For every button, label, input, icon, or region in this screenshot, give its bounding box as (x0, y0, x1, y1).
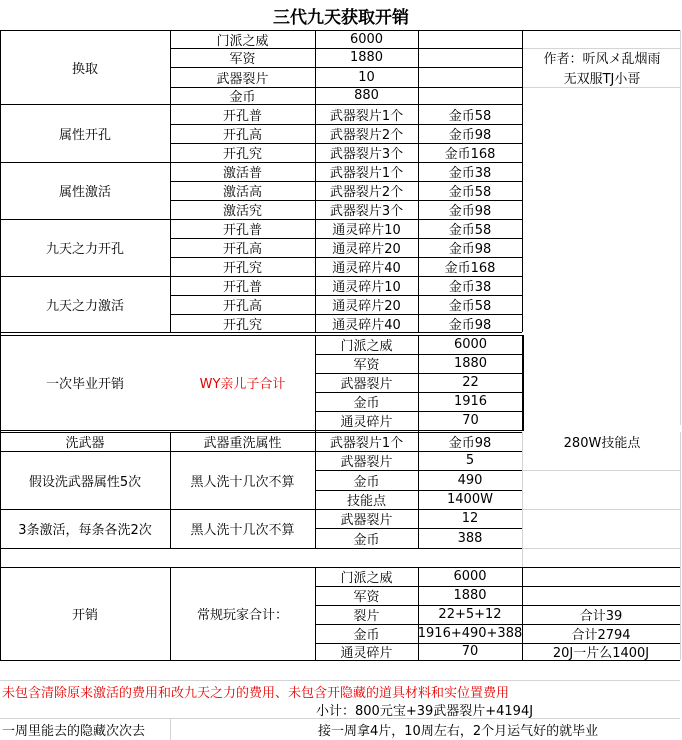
group-gold: 金币38 (448, 166, 492, 181)
group-gold: 金币168 (444, 147, 496, 162)
group-material: 武器裂片3个 (329, 147, 404, 162)
graduation-item-value: 22 (462, 375, 479, 390)
exchange-item-name: 金币 (229, 90, 256, 104)
wash-case-label: 假设洗武器属性5次 (28, 474, 142, 490)
graduation-item-name: 军资 (353, 358, 380, 373)
gridline (522, 470, 680, 471)
group-gold: 金币58 (448, 108, 492, 124)
graduation-label: 一次毕业开销 (45, 377, 124, 392)
wash-label: 洗武器 (65, 436, 105, 451)
wash-case-note: 黑人洗十几次不算 (190, 523, 295, 538)
total-item-value: 1916+490+388 (418, 626, 522, 641)
wash-item-value: 388 (457, 530, 483, 546)
total-item-sum (522, 586, 680, 605)
gridline (522, 548, 680, 549)
graduation-item-value: 70 (462, 413, 479, 428)
group-label: 九天之力开孔 (45, 242, 124, 257)
group-level: 开孔普 (222, 223, 262, 238)
author-line: 无双服TJ小哥 (563, 71, 641, 87)
group-gold: 金币98 (448, 242, 492, 257)
exchange-item-value: 6000 (349, 31, 384, 47)
exchange-item-name: 门派之威 (216, 33, 269, 48)
group-material: 通灵碎片10 (332, 280, 401, 295)
graduation-item-value: 6000 (453, 337, 488, 352)
total-desc: 常规玩家合计： (196, 608, 288, 623)
total-item-value: 22+5+12 (438, 607, 502, 622)
gridline (680, 30, 681, 425)
group-level: 激活普 (222, 166, 262, 181)
wash-skill: 280W技能点 (563, 436, 641, 451)
exchange-item-name: 武器裂片 (216, 71, 269, 87)
group-gold: 金币98 (448, 317, 492, 332)
graduation-item-name: 门派之威 (340, 339, 393, 354)
graduation-note: WY亲儿子合计 (199, 377, 286, 392)
group-gold: 金币98 (448, 128, 492, 143)
wash-gold: 金币98 (448, 436, 492, 451)
total-item-name: 通灵碎片 (340, 646, 393, 660)
exchange-item-value: 10 (358, 69, 375, 85)
exchange-item-name: 军资 (229, 52, 256, 67)
footer-warning: 未包含清除原来激活的费用和改九天之力的费用、未包含开隐藏的道具材料和实位置费用 (2, 685, 510, 701)
total-item-sum (522, 567, 680, 586)
total-item-value: 70 (461, 644, 479, 659)
exchange-item-value: 1880 (349, 50, 384, 65)
group-level: 开孔普 (222, 280, 262, 295)
graduation-item-name: 武器裂片 (340, 377, 393, 392)
total-item-value: 1880 (453, 588, 487, 603)
footer-subtotal: 小计：800元宝+39武器裂片+4194J (316, 704, 534, 719)
total-item-sum: 合计2794 (571, 628, 631, 643)
group-material: 武器裂片1个 (329, 108, 404, 124)
total-item-sum: 20J一片么1400J (552, 646, 650, 660)
graduation-item-value: 1916 (453, 394, 488, 409)
total-label: 开销 (71, 608, 98, 623)
group-level: 开孔究 (222, 261, 262, 276)
wash-item-value: 1400W (447, 492, 493, 507)
group-label: 属性开孔 (58, 127, 111, 143)
group-gold: 金币98 (448, 204, 492, 219)
wash-material: 武器裂片1个 (329, 436, 404, 451)
group-level: 开孔高 (222, 128, 262, 143)
wash-item-value: 12 (461, 511, 479, 526)
gridline (522, 432, 523, 567)
group-material: 通灵碎片40 (332, 317, 401, 332)
group-label: 九天之力激活 (45, 298, 124, 314)
total-item-name: 裂片 (353, 609, 380, 624)
group-level: 开孔究 (222, 147, 262, 162)
wash-item-value: 490 (457, 472, 483, 488)
group-level: 开孔普 (222, 108, 262, 124)
group-material: 武器裂片2个 (329, 128, 404, 143)
wash-case-label: 3条激活，每条各洗2次 (18, 523, 152, 538)
graduation-item-name: 金币 (353, 396, 380, 411)
wash-item-name: 武器裂片 (340, 513, 393, 528)
wash-item-name: 金币 (353, 474, 380, 490)
wash-desc: 武器重洗属性 (203, 436, 282, 451)
total-item-name: 军资 (353, 590, 380, 605)
wash-case-note: 黑人洗十几次不算 (190, 474, 295, 490)
group-material: 武器裂片2个 (329, 185, 404, 200)
graduation-item-name: 通灵碎片 (340, 415, 393, 430)
group-material: 通灵碎片20 (332, 299, 401, 314)
sheet-title: 三代九天获取开销 (273, 7, 409, 28)
gridline (522, 509, 680, 510)
group-material: 通灵碎片20 (332, 242, 401, 257)
total-item-name: 金币 (353, 628, 380, 643)
group-level: 激活高 (222, 185, 262, 200)
group-gold: 金币58 (448, 299, 492, 314)
graduation-item-value: 1880 (453, 356, 488, 371)
group-label: 属性激活 (58, 185, 111, 200)
group-level: 激活究 (222, 204, 262, 219)
wash-item-name: 技能点 (346, 494, 386, 509)
wash-item-name: 武器裂片 (340, 455, 393, 470)
group-material: 武器裂片3个 (329, 204, 404, 219)
wash-item-value: 5 (465, 453, 475, 468)
group-material: 武器裂片1个 (329, 166, 404, 181)
group-gold: 金币38 (448, 280, 492, 295)
gridline (680, 432, 681, 660)
group-level: 开孔高 (222, 242, 262, 257)
footer-weekly-left: 一周里能去的隐藏次次去 (2, 724, 146, 739)
exchange-label: 换取 (71, 61, 98, 77)
group-gold: 金币168 (444, 261, 496, 276)
author-line: 作者：听风メ乱烟雨 (543, 52, 661, 67)
total-item-sum: 合计39 (579, 609, 623, 624)
group-material: 通灵碎片40 (332, 261, 401, 276)
group-gold: 金币58 (448, 185, 492, 200)
exchange-item-value: 880 (354, 88, 379, 103)
group-level: 开孔高 (222, 299, 262, 314)
footer-weekly-right: 接一周拿4片，10周左右，2个月运气好的就毕业 (318, 724, 599, 739)
total-item-value: 6000 (453, 569, 487, 584)
gridline (522, 87, 680, 88)
group-level: 开孔究 (222, 317, 262, 332)
wash-item-name: 金币 (353, 532, 380, 548)
group-gold: 金币58 (448, 223, 492, 238)
total-item-name: 门派之威 (340, 571, 393, 586)
group-material: 通灵碎片10 (332, 223, 401, 238)
